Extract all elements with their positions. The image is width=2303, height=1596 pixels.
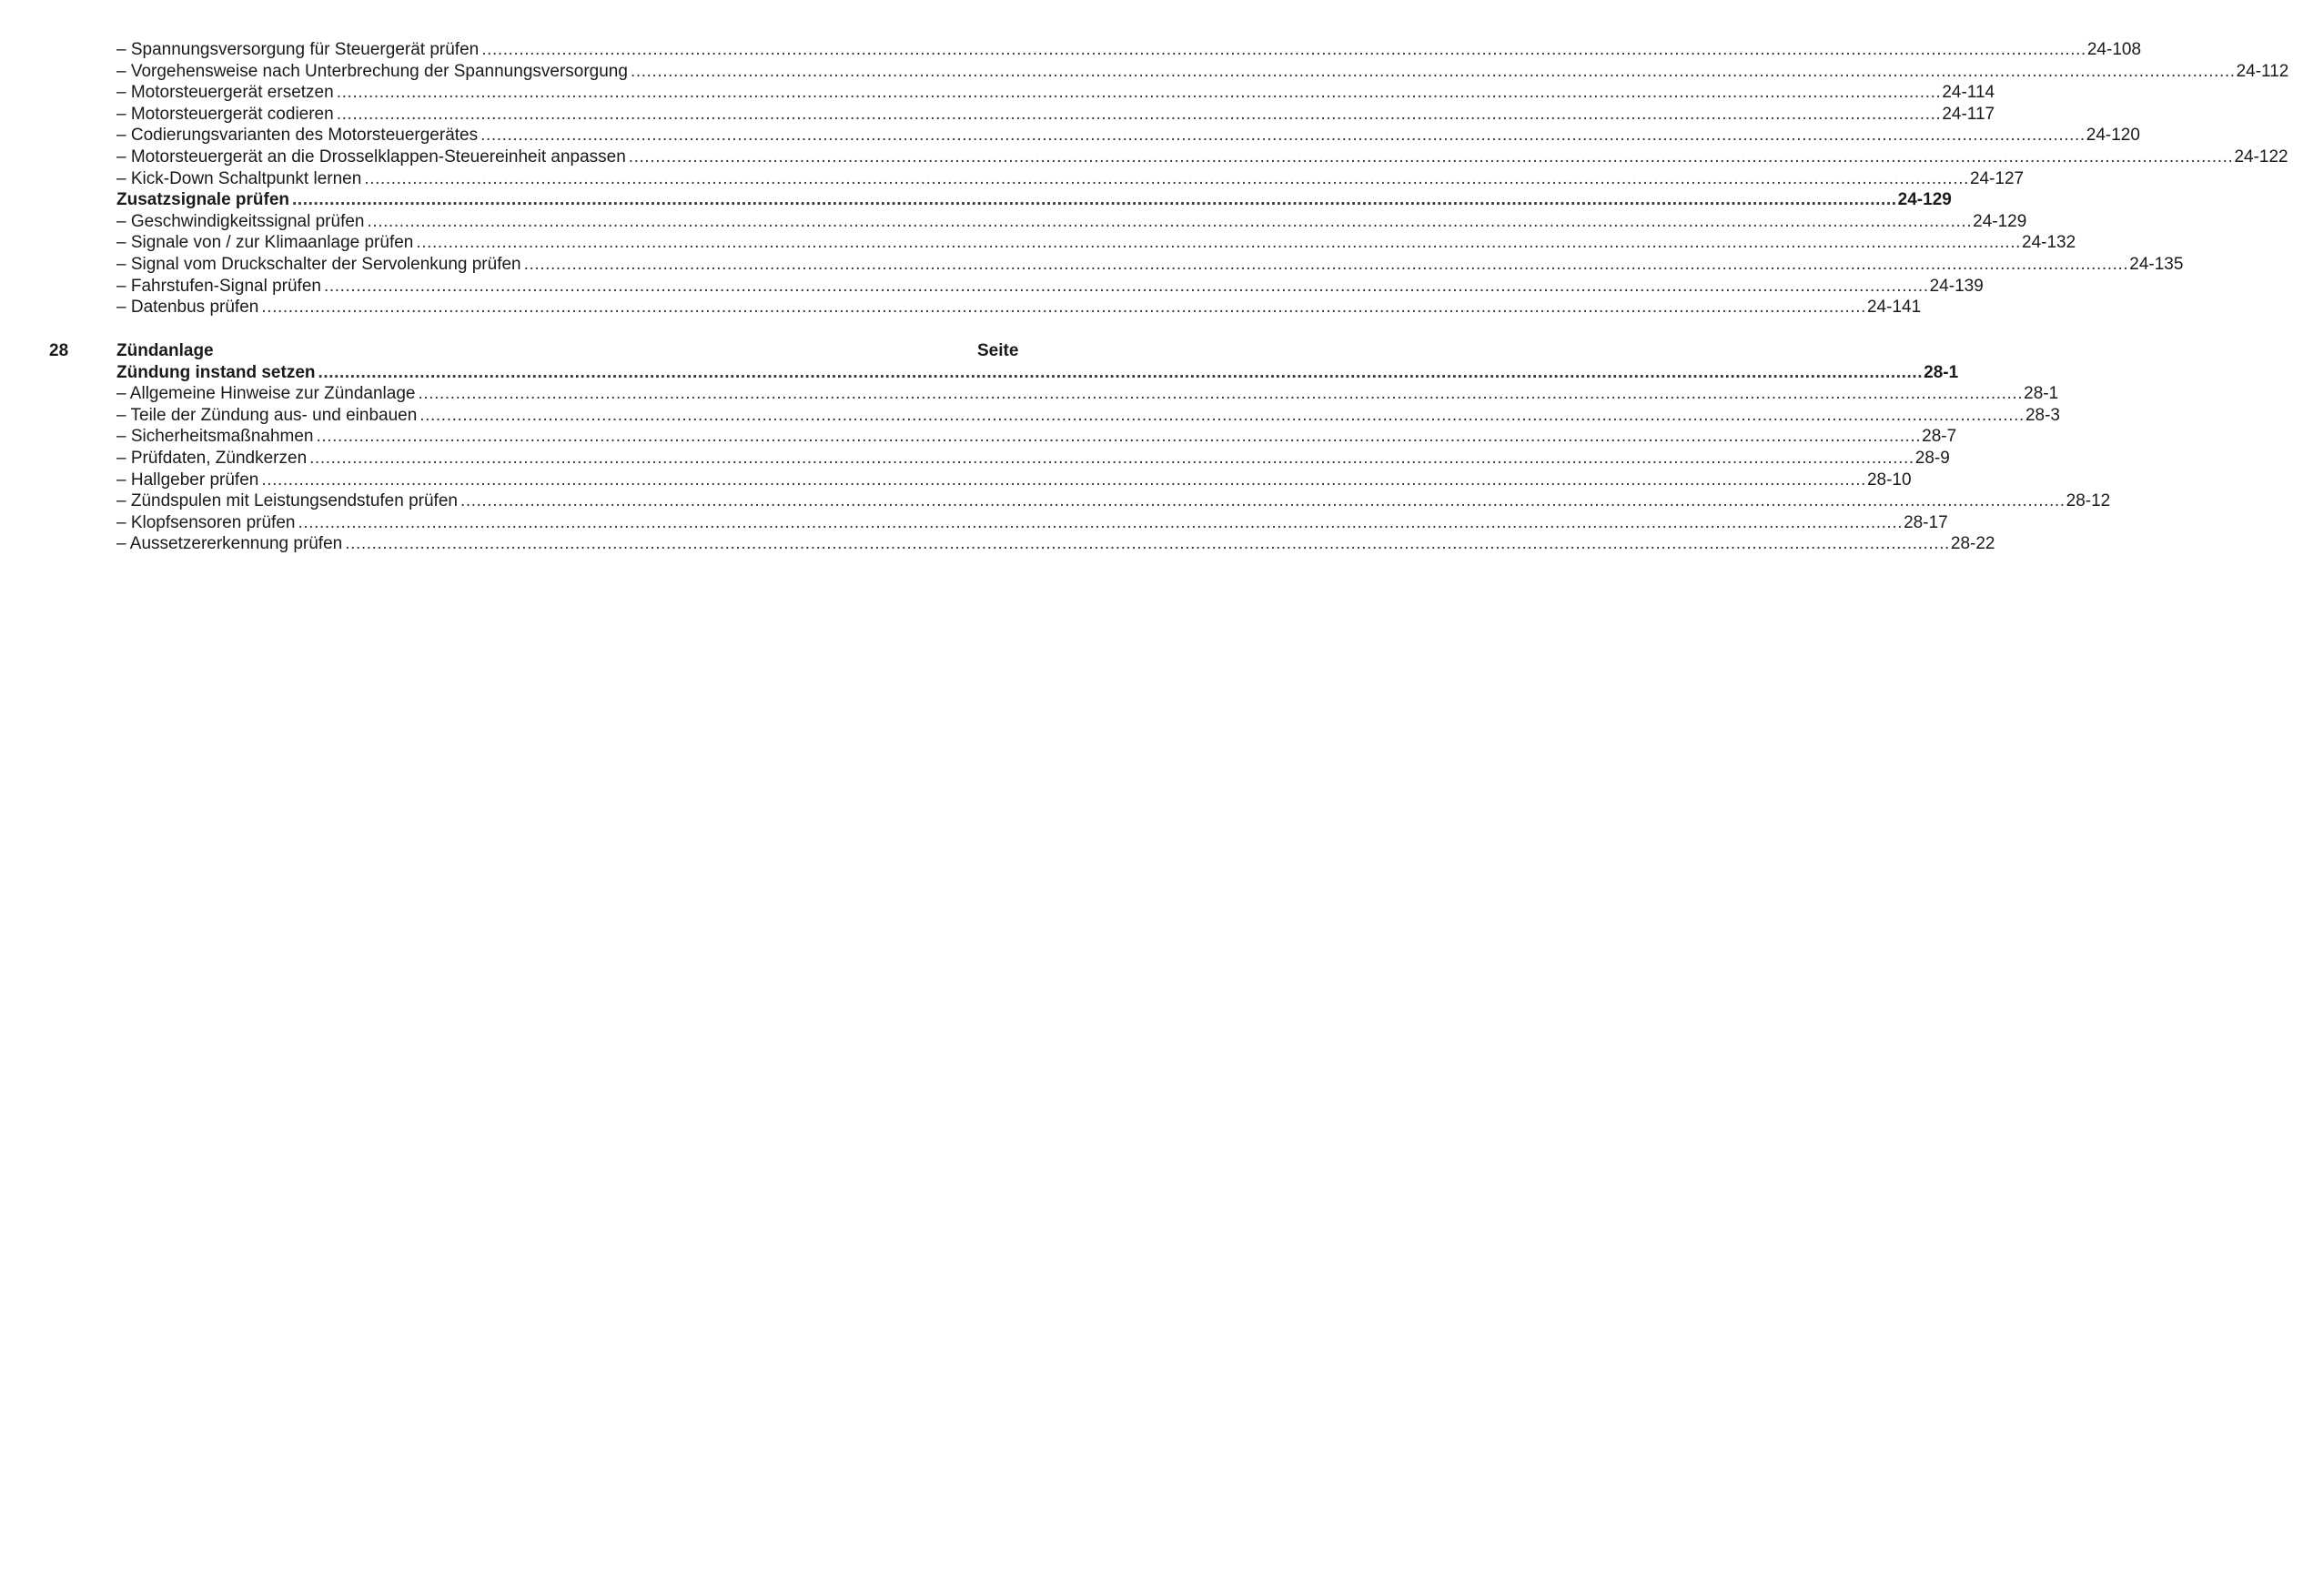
dot-leader: ............................................................................................................................................................................................................................................................................................................ [323,276,1929,296]
toc-entry-page: 28-22 [1950,534,1995,554]
dot-leader: ............................................................................................................................................................................................................................................................................................................ [261,470,1866,490]
chapter-header [0,340,1128,362]
toc-entry[interactable] [0,39,2142,61]
toc-entry-page: 24-120 [2086,126,2140,146]
toc-entry-label: – Fahrstufen-Signal prüfen [116,276,321,296]
toc-entry[interactable] [0,146,2288,168]
toc-entry-page: 24-108 [2086,40,2142,59]
dot-leader: ............................................................................................................................................................................................................................................................................................................ [316,427,1922,447]
dot-leader: ............................................................................................................................................................................................................................................................................................................ [419,405,2025,425]
dot-leader: ............................................................................................................................................................................................................................................................................................................ [364,168,1969,188]
toc-entry-page: 24-139 [1929,276,1984,296]
toc-entry-label: – Hallgeber prüfen [116,470,259,490]
toc-entry-page: 28-1 [1924,362,1959,382]
dot-leader: ............................................................................................................................................................................................................................................................................................................ [416,233,2022,253]
dot-leader: ............................................................................................................................................................................................................................................................................................................ [367,211,1973,231]
toc-entry-label: – Codierungsvarianten des Motorsteuergerätes [116,126,479,146]
toc-entry[interactable] [0,276,1984,298]
dot-leader: ............................................................................................................................................................................................................................................................................................................ [480,126,2086,146]
toc-entry-label: – Vorgehensweise nach Unterbrechung der Spannungsversorgung [116,61,628,81]
toc-entry-label: – Signale von / zur Klimaanlage prüfen [116,233,414,253]
toc-entry[interactable] [0,426,1957,448]
toc-entry[interactable] [0,232,2076,254]
toc-entry-label: – Sicherheitsmaßnahmen [116,427,314,447]
toc-entry-label: – Zündspulen mit Leistungsendstufen prüfen [116,491,458,511]
toc-entry-page: 24-127 [1969,168,2025,188]
toc-entry-label: – Spannungsversorgung für Steuergerät prüfen [116,40,480,59]
toc-entry-page: 24-129 [1897,190,1952,210]
toc-entry[interactable] [0,470,1912,491]
toc-entry[interactable] [0,61,2289,83]
toc-entry[interactable] [0,254,2184,276]
dot-leader: ............................................................................................................................................................................................................................................................................................................ [481,40,2086,59]
dot-leader: ............................................................................................................................................................................................................................................................................................................ [418,384,2024,404]
toc-entry-label: – Kick-Down Schaltpunkt lernen [116,168,362,188]
toc-entry[interactable] [0,448,1950,470]
toc-entry-label: – Teile der Zündung aus- und einbauen [116,405,418,425]
dot-leader: ............................................................................................................................................................................................................................................................................................................ [298,512,1904,532]
dot-leader: ............................................................................................................................................................................................................................................................................................................ [345,534,1950,554]
toc-entry-page: 28-9 [1914,448,1950,468]
toc-entry[interactable] [0,512,1948,534]
dot-leader: ............................................................................................................................................................................................................................................................................................................ [309,448,1914,468]
toc-heading-entry[interactable] [0,189,1952,211]
toc-entry-page: 24-112 [2236,61,2289,81]
toc-entry-page: 24-129 [1973,211,2027,231]
toc-entry-label: Zündung instand setzen [116,362,316,382]
page-column-label: Seite [977,341,1019,360]
chapter-title: Zündanlage [116,341,214,360]
toc-entry-label: – Allgemeine Hinweise zur Zündanlage [116,384,416,404]
toc-entry[interactable] [0,125,2140,146]
toc-entry[interactable] [0,405,2060,427]
toc-entry-label: – Klopfsensoren prüfen [116,512,296,532]
toc-entry-label: – Prüfdaten, Zündkerzen [116,448,308,468]
toc-entry-page: 28-10 [1866,470,1912,490]
toc-heading-entry[interactable] [0,362,1959,384]
toc-entry-label: – Motorsteuergerät ersetzen [116,83,334,103]
dot-leader: ............................................................................................................................................................................................................................................................................................................ [336,104,1942,124]
dot-leader: ............................................................................................................................................................................................................................................................................................................ [261,298,1866,318]
chapter-number: 28 [49,341,69,360]
toc-entry-page: 28-3 [2025,405,2060,425]
toc-entry[interactable] [0,383,2059,405]
toc-entry-label: – Aussetzererkennung prüfen [116,534,343,554]
toc-entry-label: – Motorsteuergerät codieren [116,104,334,124]
toc-entry-page: 24-114 [1942,83,1995,103]
toc-entry-page: 24-117 [1942,104,1995,124]
toc-entry[interactable] [0,82,1995,104]
toc-entry[interactable] [0,533,1995,555]
toc-entry-page: 24-122 [2234,146,2288,167]
toc-entry-page: 28-1 [2024,384,2059,404]
toc-section-24 [0,39,2289,318]
dot-leader: ............................................................................................................................................................................................................................................................................................................ [523,254,2129,274]
toc-entry-page: 28-17 [1904,512,1948,532]
toc-entry-page: 28-12 [2066,491,2111,511]
toc-section-28 [0,340,2111,555]
dot-leader: ............................................................................................................................................................................................................................................................................................................ [630,61,2236,81]
toc-entry-page: 24-132 [2022,233,2076,253]
toc-entry[interactable] [0,490,2111,512]
toc-entry-label: – Signal vom Druckschalter der Servolenkung prüfen [116,254,521,274]
toc-entry[interactable] [0,297,1922,318]
toc-entry-label: – Datenbus prüfen [116,298,259,318]
toc-entry[interactable] [0,211,2027,233]
toc-entry[interactable] [0,104,1995,126]
dot-leader: ............................................................................................................................................................................................................................................................................................................ [628,146,2234,167]
dot-leader: ............................................................................................................................................................................................................................................................................................................ [460,491,2066,511]
toc-entry-label: Zusatzsignale prüfen [116,190,290,210]
toc-entry-label: – Geschwindigkeitssignal prüfen [116,211,365,231]
toc-entry-page: 24-141 [1866,298,1922,318]
toc-entry-page: 24-135 [2129,254,2184,274]
toc-entry-label: – Motorsteuergerät an die Drosselklappen-Steuereinheit anpassen [116,146,626,167]
dot-leader: ............................................................................................................................................................................................................................................................................................................ [292,190,1897,210]
toc-entry[interactable] [0,168,2025,190]
dot-leader: ............................................................................................................................................................................................................................................................................................................ [336,83,1942,103]
toc-entry-page: 28-7 [1922,427,1957,447]
dot-leader: ............................................................................................................................................................................................................................................................................................................ [318,362,1924,382]
